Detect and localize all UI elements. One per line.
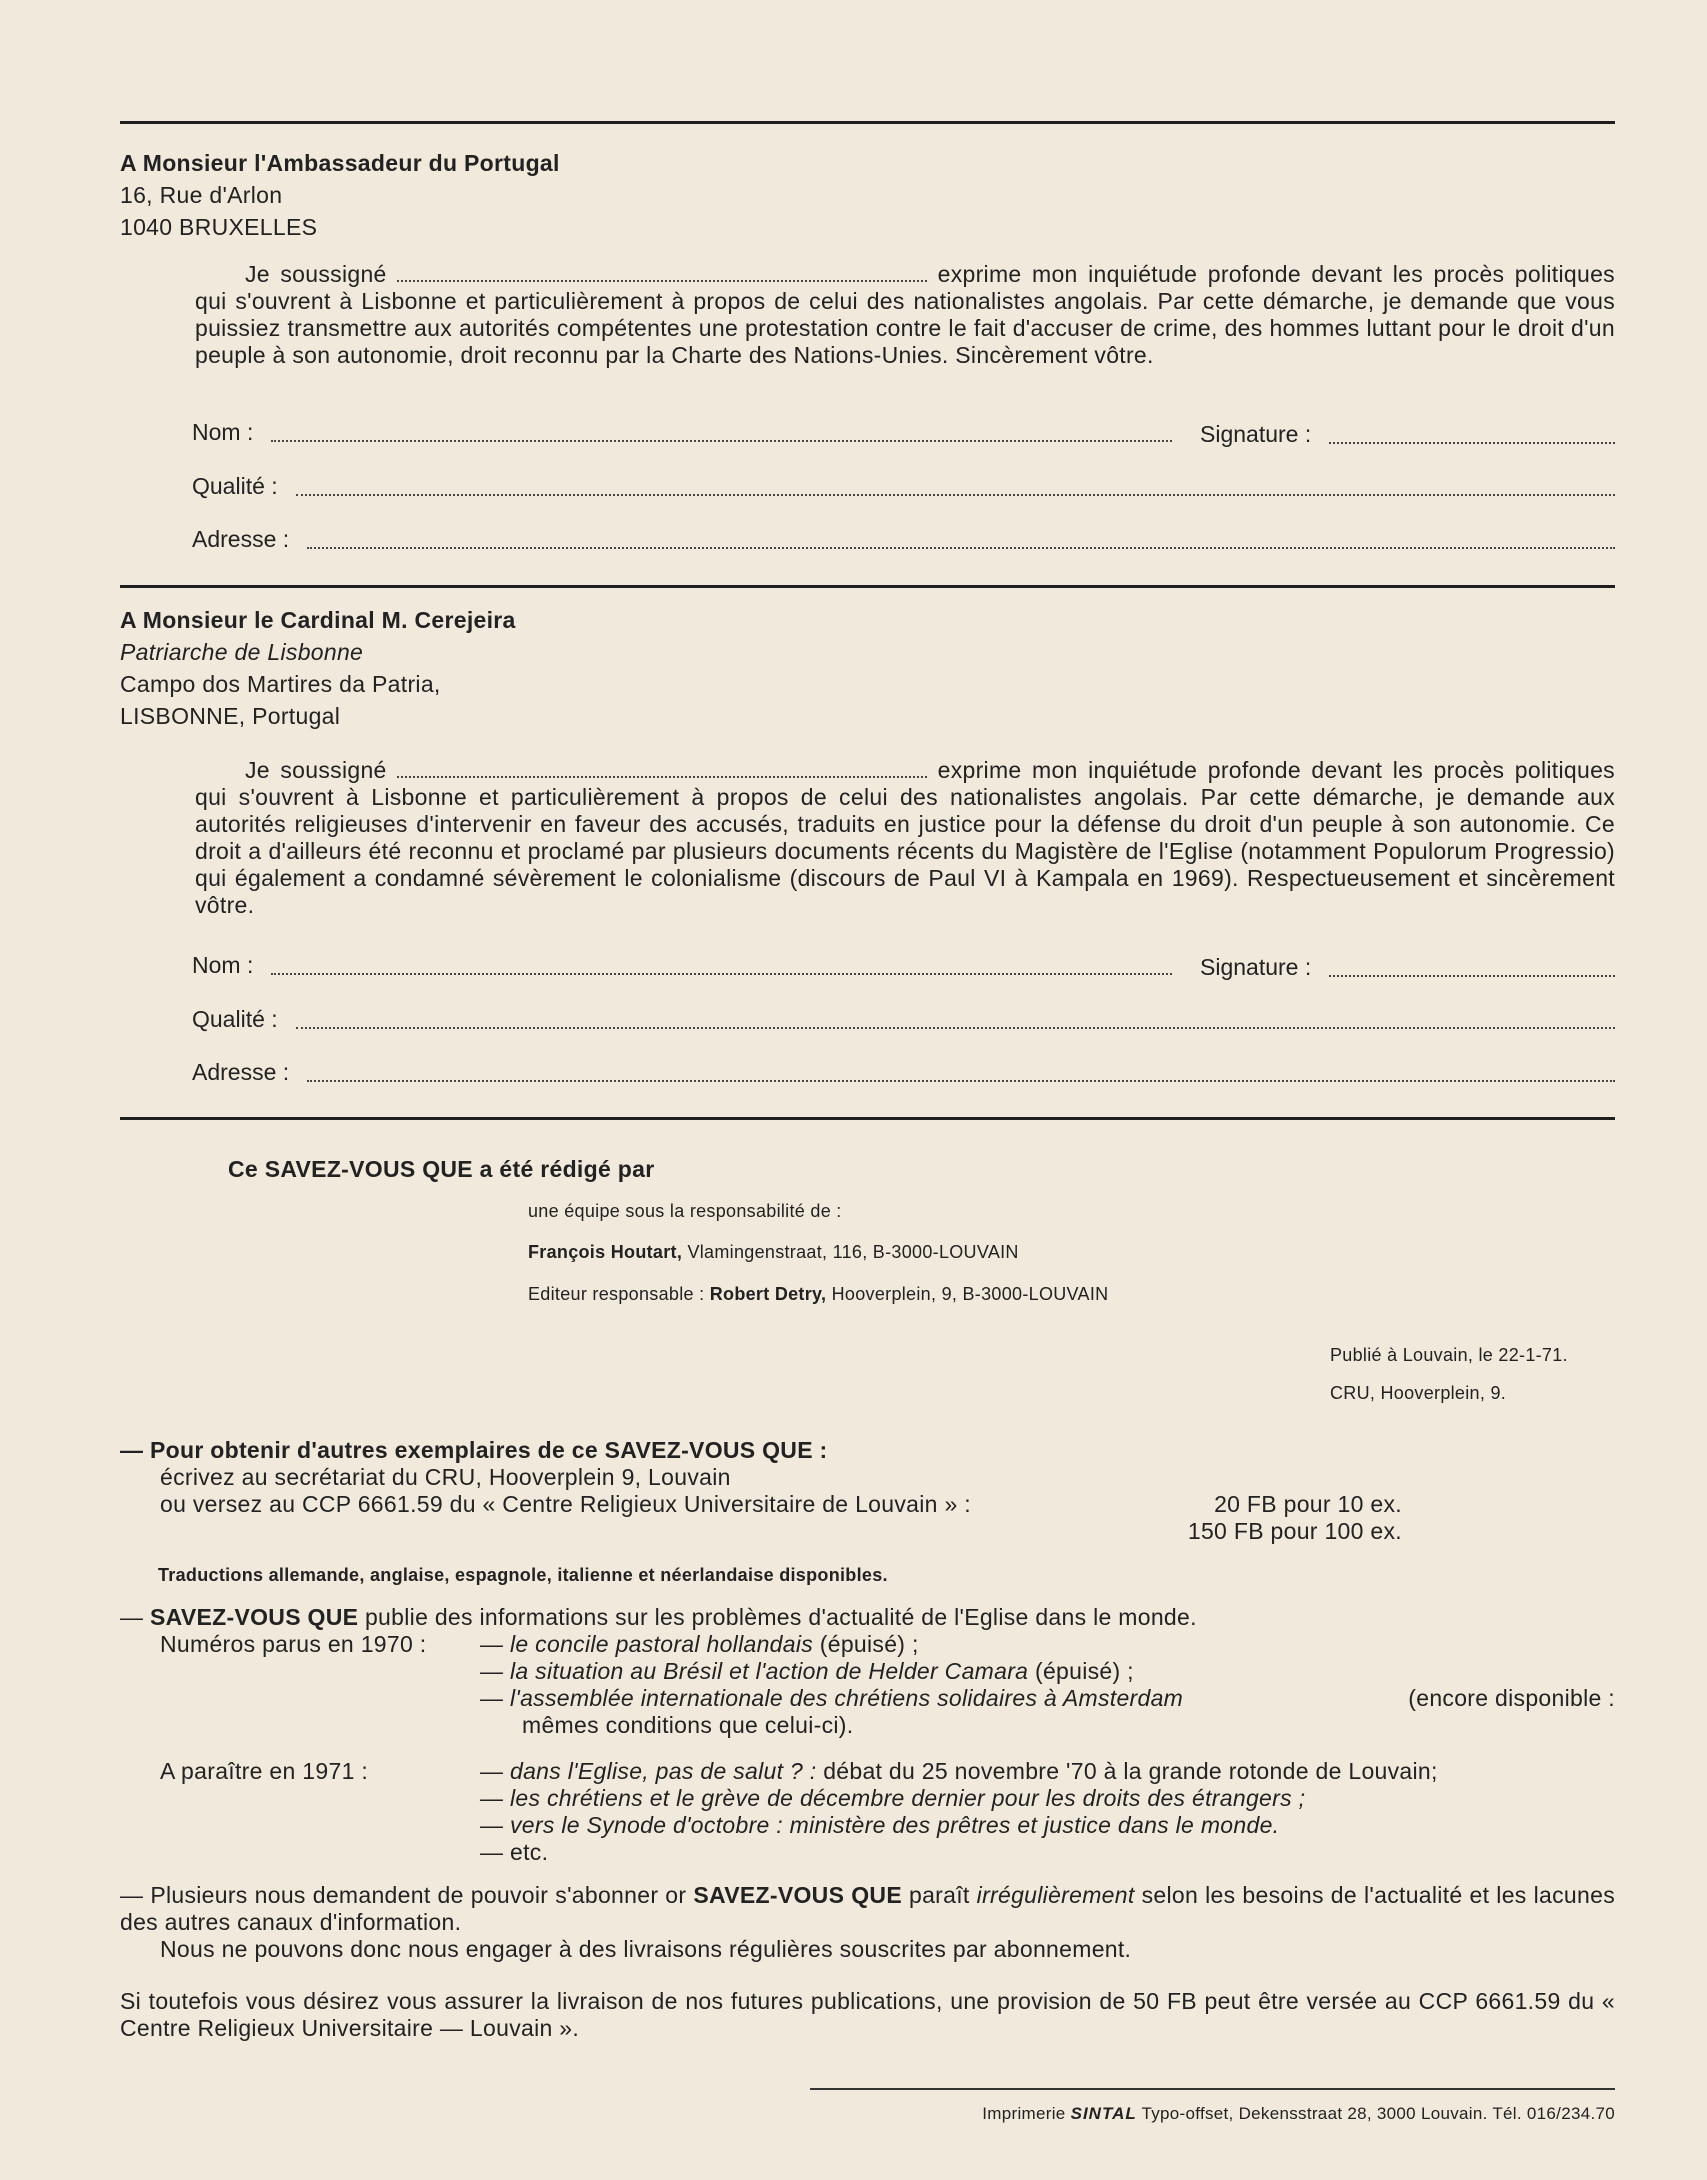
credits-published: Publié à Louvain, le 22-1-71. [1330,1345,1568,1365]
credits-editor [528,1282,1108,1306]
letter1-adresse-label: Adresse : [192,526,290,552]
letter2-header [120,604,516,732]
letter2-nom-field[interactable] [192,951,1172,979]
credits-person1-address: Vlamingenstraat, 116, B-3000-LOUVAIN [687,1242,1019,1262]
letter1-header [120,147,560,243]
issue-3 [480,1685,1615,1712]
credits-person1-name: François Houtart, [528,1242,683,1262]
letter2-adresse-label: Adresse : [192,1059,290,1085]
upcoming-1-title: — dans l'Eglise, pas de salut ? : [480,1758,817,1784]
credits-person1 [528,1240,1019,1264]
upcoming-2: — les chrétiens et le grève de décembre dernier pour les droits des étrangers ; [480,1785,1306,1811]
subscription-part3: irrégulièrement [976,1882,1135,1908]
letter2-signature-field[interactable] [1200,953,1615,981]
letter1-address-line1: 16, Rue d'Arlon [120,182,283,208]
letter2-recipient: A Monsieur le Cardinal M. Cerejeira [120,607,516,633]
subscription-part2: paraît [909,1882,970,1908]
subscription-para [120,1882,1615,1936]
letter1-body [195,261,1615,369]
issues-label: Numéros parus en 1970 : [160,1631,427,1657]
issue-2 [480,1658,1134,1685]
letter1-intro: Je soussigné [245,261,387,287]
orders-heading: — Pour obtenir d'autres exemplaires de ce SAVEZ-VOUS QUE : [120,1437,828,1463]
letter1-adresse-field[interactable] [192,525,1615,553]
top-divider [120,121,1615,124]
upcoming-3: — vers le Synode d'octobre : ministère des prêtres et justice dans le monde. [480,1812,1280,1838]
letter2-address-line2: LISBONNE, Portugal [120,703,341,729]
orders-price2: 150 FB pour 100 ex. [1187,1518,1402,1544]
subscription-brand: SAVEZ-VOUS QUE [693,1882,902,1908]
upcoming-label: A paraître en 1971 : [160,1758,369,1784]
credits-editor-label: Editeur responsable : [528,1284,705,1304]
letter2-signature-label: Signature : [1200,954,1312,980]
letter2-body [195,757,1615,919]
letter1-signature-label: Signature : [1200,421,1312,447]
info-line1 [120,1604,1615,1631]
issue-2-note: (épuisé) ; [1034,1658,1134,1684]
issue-3-title: — l'assemblée internationale des chrétiens solidaires à Amsterdam [480,1685,1184,1711]
upcoming-1-rest: débat du 25 novembre '70 à la grande rotonde de Louvain; [823,1758,1438,1784]
letter2-qualite-field[interactable] [192,1005,1615,1033]
info-dash: — [120,1604,144,1630]
sintal-logo: SINTAL [1070,2104,1137,2123]
printer-footer [810,2088,1615,2124]
issue-1-title: — le concile pastoral hollandais [480,1631,814,1657]
issue-3-note: (encore disponible : [1408,1685,1615,1711]
middle-divider [120,585,1615,588]
letter1-address-line2: 1040 BRUXELLES [120,214,318,240]
letter2-adresse-field[interactable] [192,1058,1615,1086]
letter1-qualite-label: Qualité : [192,473,278,499]
letter1-signature-field[interactable] [1200,420,1615,448]
bottom-divider [120,1117,1615,1120]
info-brand: SAVEZ-VOUS QUE [150,1604,359,1630]
letter2-body-text: exprime mon inquiétude profonde devant les procès politiques qui s'ouvrent à Lisbonne et particulièrement à propos de celui des nationalistes angolais. Par cette démarche, je demande aux autorités religieuses d'intervenir en faveur des accusés, traduits en justice pour la défense du droit d'un peuple à son autonomie. Ce droit a d'ailleurs été reconnu et proclamé par plusieurs documents récents du Magistère de l'Eglise (notamment Populorum Progressio) qui également a condamné sévèrement le colonialisme (discours de Paul VI à Kampala en 1969). Respectueusement et sincèrement vôtre. [195,757,1615,918]
credits-team-line: une équipe sous la responsabilité de : [528,1201,842,1221]
subscription-part1: — Plusieurs nous demandent de pouvoir s'abonner or [120,1882,687,1908]
letter2-name-blank[interactable] [397,758,927,778]
subscription-line3: Nous ne pouvons donc nous engager à des livraisons régulières souscrites par abonnement. [160,1936,1132,1962]
info-line1-rest: publie des informations sur les problèmes d'actualité de l'Eglise dans le monde. [364,1604,1197,1630]
issue-1-note: (épuisé) ; [819,1631,919,1657]
subscription-closing: Si toutefois vous désirez vous assurer la livraison de nos futures publications, une provision de 50 FB peut être versée au CCP 6661.59 du « Centre Religieux Universitaire — Louvain ». [120,1988,1615,2041]
letter1-name-blank[interactable] [397,262,927,282]
credits-editor-address: Hooverplein, 9, B-3000-LOUVAIN [831,1284,1109,1304]
letter2-qualite-label: Qualité : [192,1006,278,1032]
credits-publisher: CRU, Hooverplein, 9. [1330,1383,1507,1403]
orders-translations: Traductions allemande, anglaise, espagnole, italienne et néerlandaise disponibles. [158,1565,888,1585]
letter1-nom-label: Nom : [192,419,254,445]
letter2-intro: Je soussigné [245,757,387,783]
upcoming-4: — etc. [480,1839,549,1865]
letter2-address-line1: Campo dos Martires da Patria, [120,671,441,697]
letter1-nom-field[interactable] [192,418,1172,446]
footer-rest: Typo-offset, Dekensstraat 28, 3000 Louvain. Tél. 016/234.70 [1141,2104,1615,2123]
orders-line2: ou versez au CCP 6661.59 du « Centre Religieux Universitaire de Louvain » : [160,1491,971,1517]
issue-3-continued: mêmes conditions que celui-ci). [522,1712,854,1738]
letter1-recipient: A Monsieur l'Ambassadeur du Portugal [120,150,560,176]
credits-heading: Ce SAVEZ-VOUS QUE a été rédigé par [228,1156,655,1182]
subscription-part4: selon les besoins de l'actualité et les lacunes des autres canaux d'information. [120,1882,1615,1935]
letter2-title: Patriarche de Lisbonne [120,639,364,665]
letter1-body-text: exprime mon inquiétude profonde devant les procès politiques qui s'ouvrent à Lisbonne et particulièrement à propos de celui des nationalistes angolais. Par cette démarche, je demande que vous puissiez transmettre aux autorités compétentes une protestation contre le fait d'accuser de crime, des hommes luttant pour le droit d'un peuple à son autonomie, droit reconnu par la Charte des Nations-Unies. Sincèrement vôtre. [195,261,1615,368]
issue-2-title: — la situation au Brésil et l'action de Helder Camara [480,1658,1029,1684]
orders-line1: écrivez au secrétariat du CRU, Hooverplein 9, Louvain [160,1464,731,1490]
footer-prefix: Imprimerie [982,2104,1066,2123]
orders-price1: 20 FB pour 10 ex. [1214,1491,1402,1517]
letter1-qualite-field[interactable] [192,472,1615,500]
issue-1 [480,1631,919,1658]
credits-editor-name: Robert Detry, [709,1284,827,1304]
upcoming-1 [480,1758,1438,1785]
letter2-nom-label: Nom : [192,952,254,978]
